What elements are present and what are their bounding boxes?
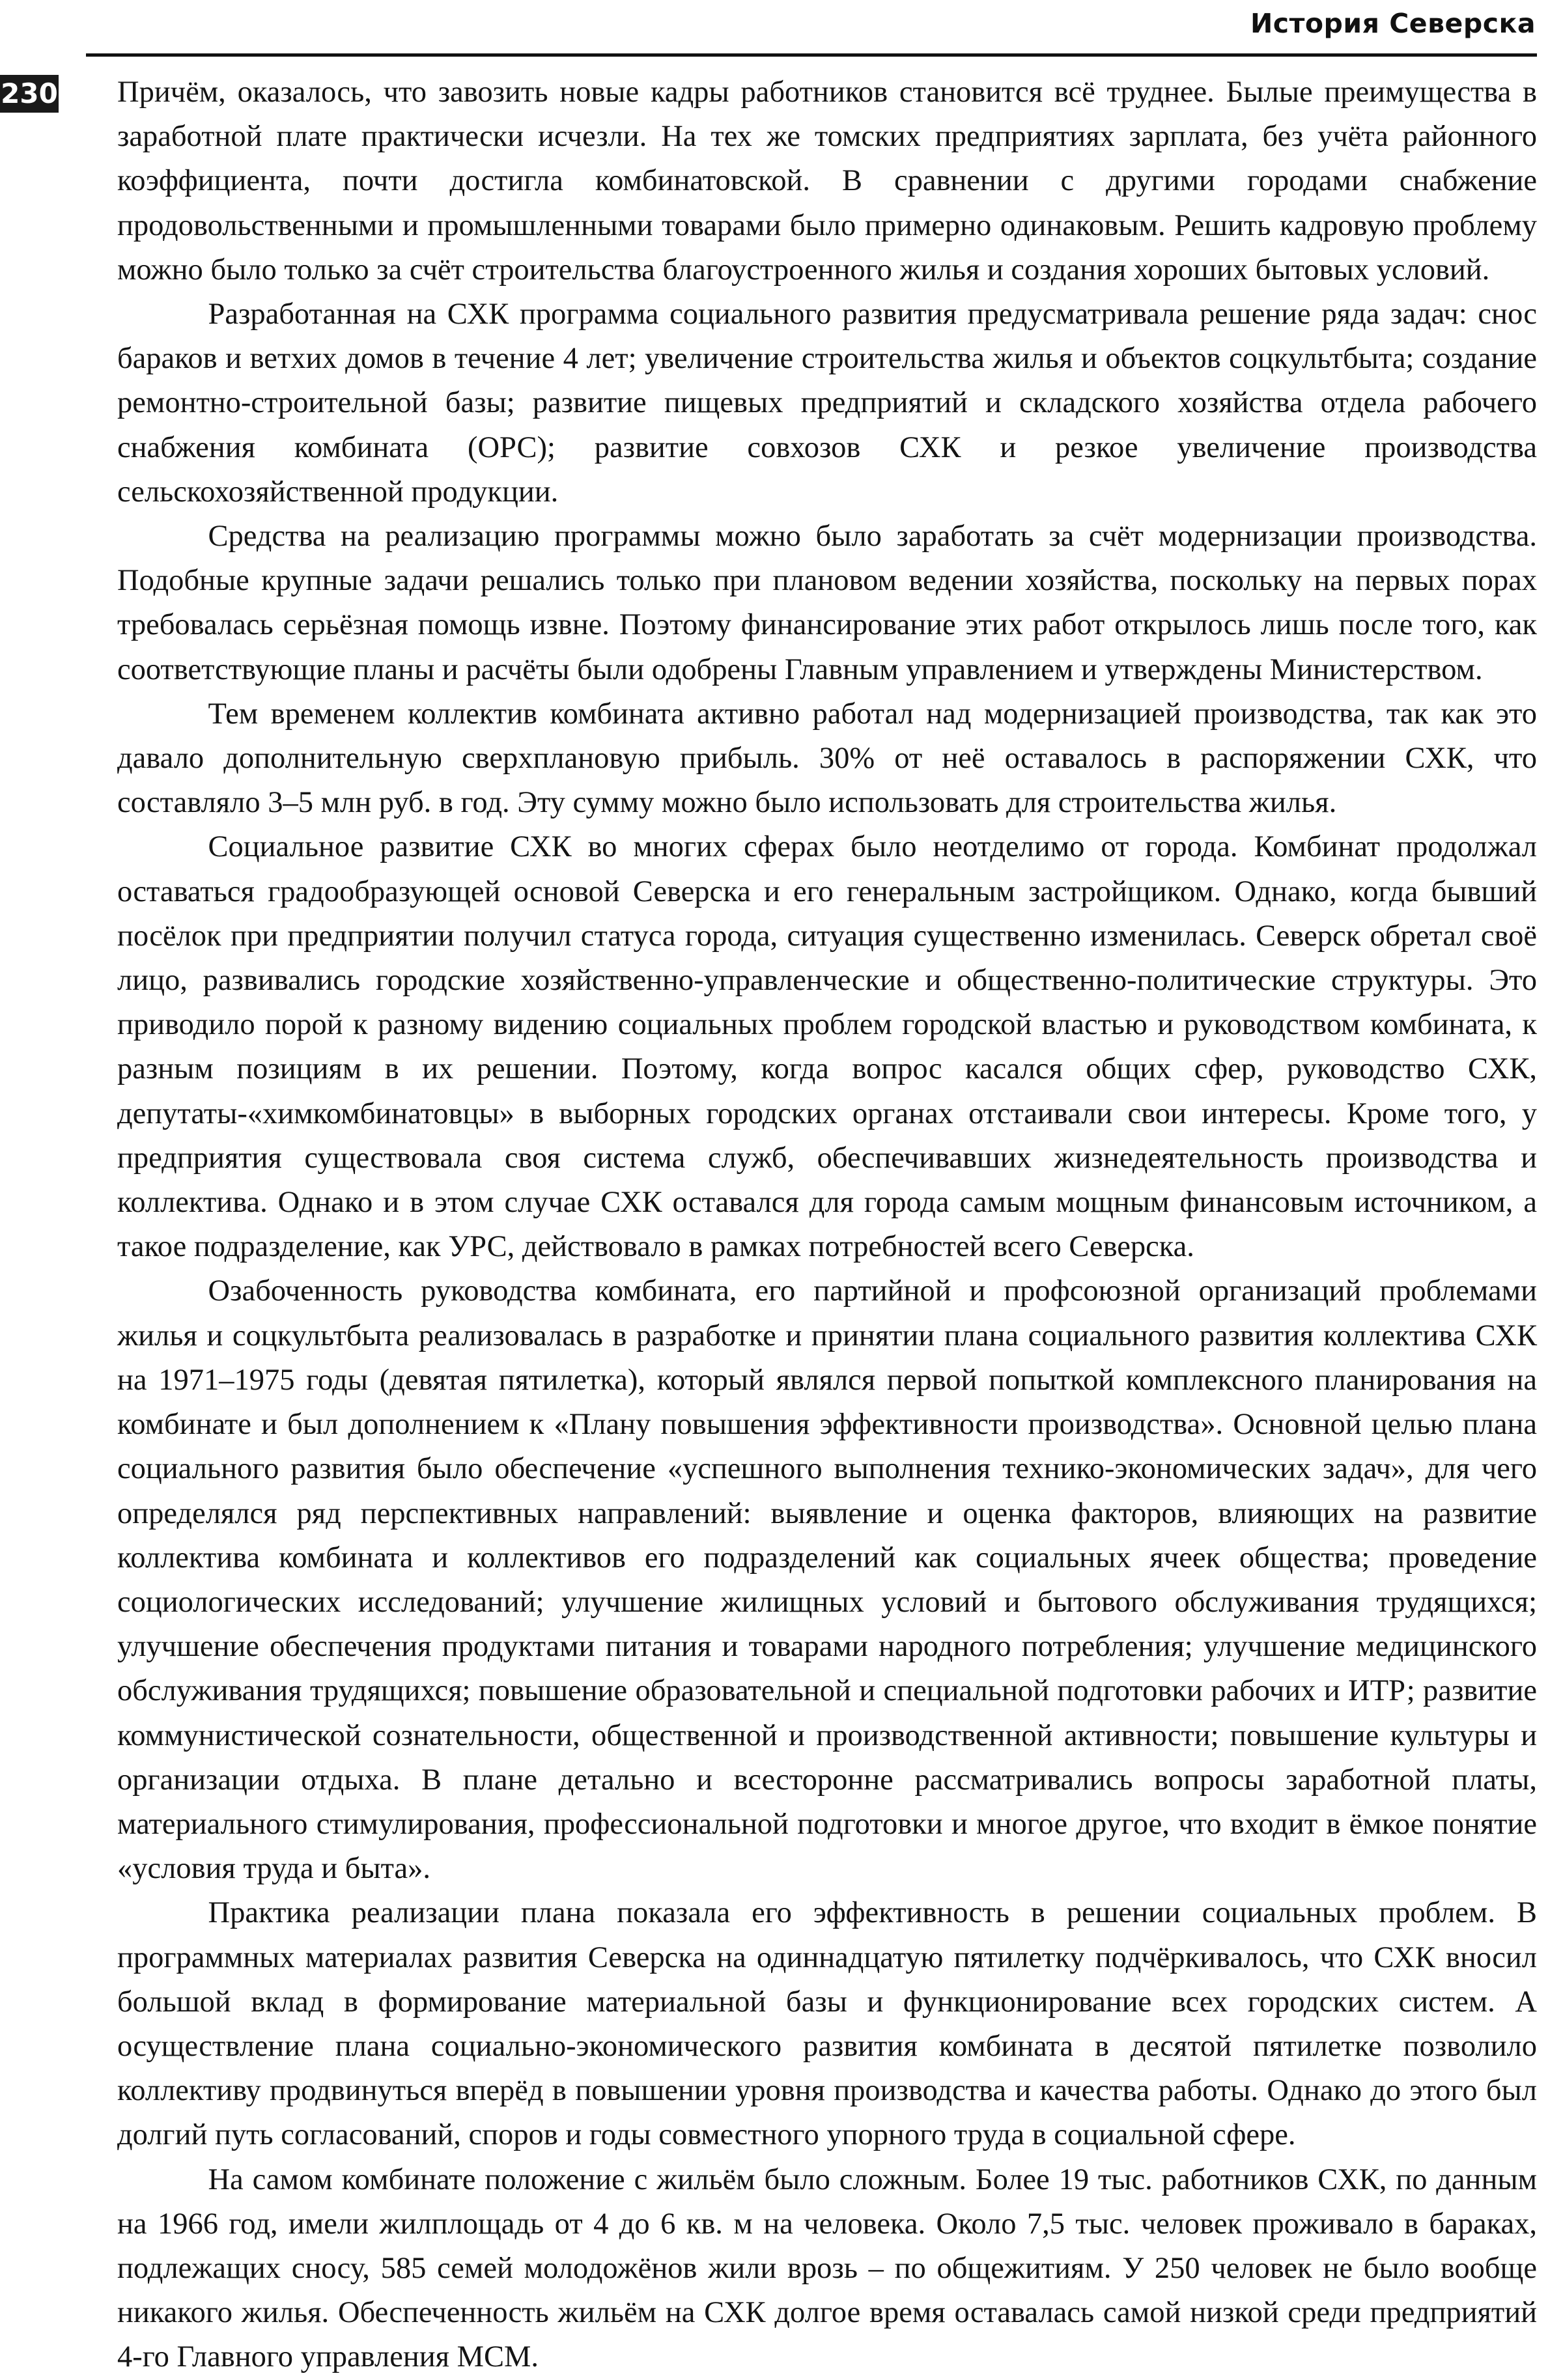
paragraph-5: Социальное развитие СХК во многих сферах было неотделимо от города. Комбинат продолжал оставаться градообразующей основой Северска и его генеральным застройщиком. Однако, когда бывший посёлок при предприятии получил статуса города, ситуация существенно изменилась. Северск обретал своё лицо, развивались городские хозяйственно-управленческие и общественно-политические структуры. Это приводило порой к разному видению социальных проблем городской властью и руководством комбината, к разным позициям в их решении. Поэтому, когда вопрос касался общих сфер, руководство СХК, депутаты-«химкомбинатовцы» в выборных городских органах отстаивали свои интересы. Кроме того, у предприятия существовала своя система служб, обеспечивавших жизнедеятельность производства и коллектива. Однако и в этом случае СХК оставался для города самым мощным финансовым источником, а такое подразделение, как УРС, действовало в рамках потребностей всего Северска. [117,830,1537,1264]
header-rule [86,53,1537,57]
paragraph-7: Практика реализации плана показала его эффективность в решении социальных проблем. В программных материалах развития Северска на одиннадцатую пятилетку подчёркивалось, что СХК вносил большой вклад в формирование материальной базы и функционирование всех городских систем. А осуществление плана социально-экономического развития комбината в десятой пятилетке позволило коллективу продвинуться вперёд в повышении уровня производства и качества работы. Однако до этого был долгий путь согласований, споров и годы совместного упорного труда в социальной сфере. [117,1896,1537,2152]
paragraph-1: Причём, оказалось, что завозить новые кадры работников становится всё труднее. Былые преимущества в заработной плате практически исчезли. На тех же томских предприятиях зарплата, без учёта районного коэффициента, почти достигла комбинатовской. В сравнении с другими городами снабжение продовольственными и промышленными товарами было примерно одинаковым. Решить кадровую проблему можно было только за счёт строительства благоустроенного жилья и создания хороших бытовых условий. [117,76,1537,287]
paragraph-6: Озабоченность руководства комбината, его партийной и профсоюзной организаций проблемами жилья и соцкультбыта реализовалась в разработке и принятии плана социального развития коллектива СХК на 1971–1975 годы (девятая пятилетка), который являлся первой попыткой комплексного планирования на комбинате и был дополнением к «Плану повышения эффективности производства». Основной целью плана социального развития было обеспечение «успешного выполнения технико-экономических задач», для чего определялся ряд перспективных направлений: выявление и оценка факторов, влияющих на развитие коллектива комбината и коллективов его подразделений как социальных ячеек общества; проведение социологических исследований; улучшение жилищных условий и бытового обслуживания трудящихся; улучшение обеспечения продуктами питания и товарами народного потребления; улучшение медицинского обслуживания трудящихся; повышение образовательной и специальной подготовки рабочих и ИТР; развитие коммунистической сознательности, общественной и производственной активности; повышение культуры и организации отдыха. В плане детально и всесторонне рассматривались вопросы заработной платы, материального стимулирования, профессиональной подготовки и многое другое, что входит в ёмкое понятие «условия труда и быта». [117,1274,1537,1886]
running-header-title: История Северска [1250,8,1536,39]
page-number-badge: 230 [0,75,59,113]
paragraph-2: Разработанная на СХК программа социального развития предусматривала решение ряда задач: снос бараков и ветхих домов в течение 4 лет; увеличение строительства жилья и объектов соцкультбыта; создание ремонтно-строительной базы; развитие пищевых предприятий и складского хозяйства отдела рабочего снабжения комбината (ОРС); развитие совхозов СХК и резкое увеличение производства сельскохозяйственной продукции. [117,298,1537,509]
paragraph-3: Средства на реализацию программы можно было заработать за счёт модернизации производства. Подобные крупные задачи решались только при плановом ведении хозяйства, поскольку на первых порах требовалась серьёзная помощь извне. Поэтому финансирование этих работ открылось лишь после того, как соответствующие планы и расчёты были одобрены Главным управлением и утверждены Министерством. [117,520,1537,686]
paragraph-4: Тем временем коллектив комбината активно работал над модернизацией производства, так как это давало дополнительную сверхплановую прибыль. 30% от неё оставалось в распоряжении СХК, что составляло 3–5 млн руб. в год. Эту сумму можно было использовать для строительства жилья. [117,697,1537,820]
body-text [117,70,1537,2380]
paragraph-8: На самом комбинате положение с жильём было сложным. Более 19 тыс. работников СХК, по данным на 1966 год, имели жилплощадь от 4 до 6 кв. м на человека. Около 7,5 тыс. человек проживало в бараках, подлежащих сносу, 585 семей молодожёнов жили врозь – по общежитиям. У 250 человек не было вообще никакого жилья. Обеспеченность жильём на СХК долгое время оставалась самой низкой среди предприятий 4-го Главного управления МСМ. [117,2163,1537,2374]
